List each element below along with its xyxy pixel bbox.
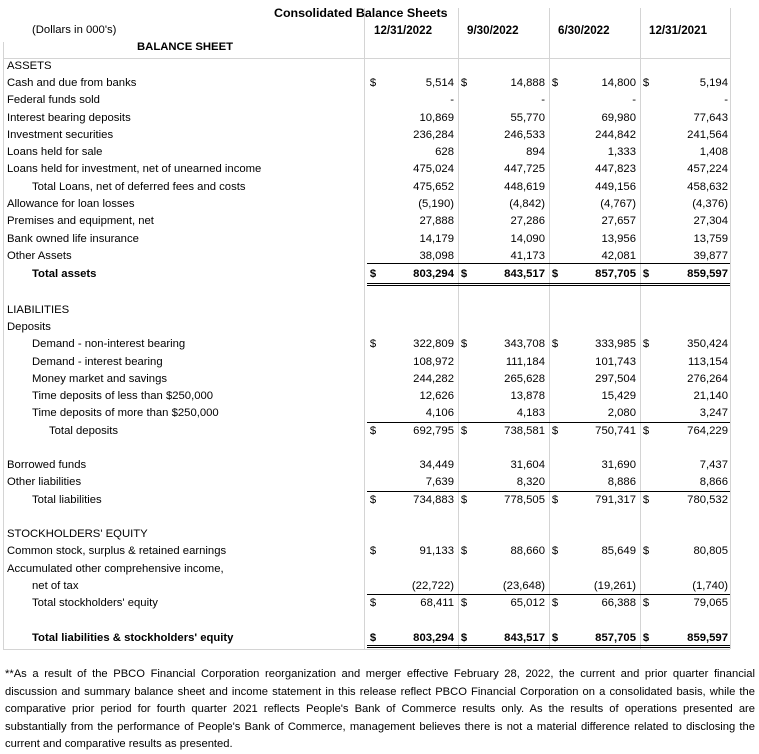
currency-symbol: $ bbox=[642, 77, 650, 89]
grid-line bbox=[3, 649, 730, 650]
currency-symbol: $ bbox=[369, 268, 377, 280]
value-cell: 1,333 bbox=[607, 146, 636, 158]
row-label: Borrowed funds bbox=[7, 459, 87, 471]
column-header: 6/30/2022 bbox=[558, 24, 610, 37]
table-row bbox=[0, 213, 759, 230]
table-row bbox=[0, 75, 759, 92]
value-cell: 42,081 bbox=[601, 250, 636, 262]
value-cell: 843,517 bbox=[504, 268, 545, 280]
value-cell: 14,888 bbox=[510, 77, 545, 89]
table-row bbox=[0, 354, 759, 371]
total-rule bbox=[367, 283, 730, 284]
row-label: Total liabilities & stockholders' equity bbox=[32, 632, 234, 644]
row-label: Premises and equipment, net bbox=[7, 215, 154, 227]
section-heading-liabilities: LIABILITIES bbox=[7, 304, 70, 316]
currency-symbol: $ bbox=[460, 545, 468, 557]
value-cell: 108,972 bbox=[413, 356, 454, 368]
currency-symbol: $ bbox=[642, 597, 650, 609]
value-cell: 113,154 bbox=[688, 356, 728, 368]
value-cell: 859,597 bbox=[687, 632, 728, 644]
currency-symbol: $ bbox=[369, 338, 377, 350]
section-heading-assets: ASSETS bbox=[7, 60, 52, 72]
table-row bbox=[0, 595, 759, 612]
value-cell: 8,866 bbox=[699, 476, 728, 488]
value-cell: 27,888 bbox=[419, 215, 454, 227]
value-cell: 8,320 bbox=[516, 476, 545, 488]
value-cell: - bbox=[450, 94, 454, 106]
value-cell: 66,388 bbox=[601, 597, 636, 609]
value-cell: 27,657 bbox=[601, 215, 636, 227]
row-label: Common stock, surplus & retained earnings bbox=[7, 545, 227, 557]
value-cell: 734,883 bbox=[413, 494, 454, 506]
value-cell: 14,179 bbox=[419, 233, 454, 245]
row-label: Money market and savings bbox=[32, 373, 167, 385]
row-label: net of tax bbox=[32, 580, 79, 592]
total-rule bbox=[367, 645, 730, 646]
currency-symbol: $ bbox=[369, 77, 377, 89]
currency-symbol: $ bbox=[642, 338, 650, 350]
currency-symbol: $ bbox=[460, 597, 468, 609]
value-cell: 628 bbox=[435, 146, 454, 158]
currency-symbol: $ bbox=[460, 494, 468, 506]
value-cell: 5,194 bbox=[699, 77, 728, 89]
currency-symbol: $ bbox=[369, 545, 377, 557]
currency-symbol: $ bbox=[551, 268, 559, 280]
value-cell: 241,564 bbox=[687, 129, 728, 141]
value-cell: 265,628 bbox=[504, 373, 545, 385]
value-cell: 475,024 bbox=[413, 163, 454, 175]
value-cell: 333,985 bbox=[595, 338, 636, 350]
value-cell: (5,190) bbox=[418, 198, 454, 210]
row-label: Total assets bbox=[32, 268, 97, 280]
value-cell: 85,649 bbox=[601, 545, 636, 557]
currency-symbol: $ bbox=[642, 268, 650, 280]
value-cell: 803,294 bbox=[413, 268, 454, 280]
value-cell: 39,877 bbox=[693, 250, 728, 262]
total-rule bbox=[367, 285, 730, 286]
value-cell: 276,264 bbox=[687, 373, 728, 385]
value-cell: 15,429 bbox=[601, 390, 636, 402]
value-cell: 4,106 bbox=[425, 407, 454, 419]
units-label: (Dollars in 000's) bbox=[32, 24, 117, 36]
value-cell: 101,743 bbox=[595, 356, 636, 368]
value-cell: - bbox=[724, 94, 728, 106]
value-cell: 13,956 bbox=[601, 233, 636, 245]
value-cell: 457,224 bbox=[687, 163, 728, 175]
value-cell: 79,065 bbox=[693, 597, 728, 609]
value-cell: 7,437 bbox=[699, 459, 728, 471]
value-cell: (4,842) bbox=[509, 198, 545, 210]
row-label: Interest bearing deposits bbox=[7, 112, 131, 124]
table-row bbox=[0, 492, 759, 509]
table-row bbox=[0, 266, 759, 283]
value-cell: 859,597 bbox=[687, 268, 728, 280]
value-cell: 447,823 bbox=[595, 163, 636, 175]
value-cell: 21,140 bbox=[693, 390, 728, 402]
currency-symbol: $ bbox=[460, 425, 468, 437]
value-cell: 780,532 bbox=[687, 494, 728, 506]
currency-symbol: $ bbox=[460, 77, 468, 89]
table-row bbox=[0, 578, 759, 595]
value-cell: 31,690 bbox=[601, 459, 636, 471]
row-label: Other liabilities bbox=[7, 476, 82, 488]
currency-symbol: $ bbox=[369, 494, 377, 506]
currency-symbol: $ bbox=[642, 632, 650, 644]
value-cell: (22,722) bbox=[411, 580, 454, 592]
currency-symbol: $ bbox=[551, 338, 559, 350]
row-label: Total stockholders' equity bbox=[32, 597, 158, 609]
page-title: Consolidated Balance Sheets bbox=[274, 6, 448, 20]
value-cell: 5,514 bbox=[425, 77, 454, 89]
total-rule bbox=[367, 647, 730, 648]
value-cell: (4,767) bbox=[600, 198, 636, 210]
row-label: Demand - non-interest bearing bbox=[32, 338, 186, 350]
value-cell: 34,449 bbox=[419, 459, 454, 471]
row-label: Total deposits bbox=[49, 425, 119, 437]
table-row bbox=[0, 388, 759, 405]
value-cell: 27,304 bbox=[693, 215, 728, 227]
currency-symbol: $ bbox=[551, 425, 559, 437]
currency-symbol: $ bbox=[551, 632, 559, 644]
value-cell: 10,869 bbox=[419, 112, 454, 124]
value-cell: 857,705 bbox=[595, 268, 636, 280]
row-label: Bank owned life insurance bbox=[7, 233, 139, 245]
subtotal-rule bbox=[367, 491, 730, 492]
row-label: Other Assets bbox=[7, 250, 72, 262]
currency-symbol: $ bbox=[642, 494, 650, 506]
value-cell: 738,581 bbox=[504, 425, 545, 437]
table-row bbox=[0, 336, 759, 353]
value-cell: 475,652 bbox=[413, 181, 454, 193]
value-cell: 894 bbox=[526, 146, 545, 158]
value-cell: - bbox=[632, 94, 636, 106]
value-cell: (19,261) bbox=[593, 580, 636, 592]
value-cell: 448,619 bbox=[504, 181, 545, 193]
row-label: Time deposits of more than $250,000 bbox=[32, 407, 219, 419]
currency-symbol: $ bbox=[460, 268, 468, 280]
table-row bbox=[0, 144, 759, 161]
currency-symbol: $ bbox=[460, 632, 468, 644]
value-cell: 14,090 bbox=[510, 233, 545, 245]
value-cell: 77,643 bbox=[693, 112, 728, 124]
value-cell: 68,411 bbox=[420, 597, 454, 609]
value-cell: 297,504 bbox=[595, 373, 636, 385]
row-label: Accumulated other comprehensive income, bbox=[7, 563, 224, 575]
row-label: Time deposits of less than $250,000 bbox=[32, 390, 214, 402]
currency-symbol: $ bbox=[642, 545, 650, 557]
value-cell: 41,173 bbox=[510, 250, 545, 262]
value-cell: 111,184 bbox=[505, 356, 545, 368]
currency-symbol: $ bbox=[551, 597, 559, 609]
row-label: Loans held for investment, net of unearned income bbox=[7, 163, 262, 175]
value-cell: 55,770 bbox=[510, 112, 545, 124]
currency-symbol: $ bbox=[460, 338, 468, 350]
currency-symbol: $ bbox=[551, 494, 559, 506]
sheet-label: BALANCE SHEET bbox=[137, 41, 234, 53]
value-cell: 7,639 bbox=[425, 476, 454, 488]
value-cell: 803,294 bbox=[413, 632, 454, 644]
value-cell: 14,800 bbox=[601, 77, 636, 89]
value-cell: 244,842 bbox=[595, 129, 636, 141]
currency-symbol: $ bbox=[369, 632, 377, 644]
value-cell: - bbox=[541, 94, 545, 106]
table-row bbox=[0, 231, 759, 248]
value-cell: 4,183 bbox=[516, 407, 545, 419]
table-row bbox=[0, 474, 759, 491]
table-row bbox=[0, 127, 759, 144]
row-label: Federal funds sold bbox=[7, 94, 100, 106]
subtotal-rule bbox=[367, 594, 730, 595]
column-header: 12/31/2021 bbox=[649, 24, 708, 37]
value-cell: (4,376) bbox=[692, 198, 728, 210]
currency-symbol: $ bbox=[551, 545, 559, 557]
row-label: Cash and due from banks bbox=[7, 77, 137, 89]
column-header: 9/30/2022 bbox=[467, 24, 519, 37]
value-cell: 750,741 bbox=[595, 425, 636, 437]
value-cell: 322,809 bbox=[413, 338, 454, 350]
currency-symbol: $ bbox=[551, 77, 559, 89]
table-row bbox=[0, 179, 759, 196]
subtotal-rule bbox=[367, 422, 730, 423]
value-cell: 65,012 bbox=[510, 597, 545, 609]
subtotal-rule bbox=[367, 263, 730, 264]
table-row bbox=[0, 161, 759, 178]
table-row bbox=[0, 457, 759, 474]
value-cell: 27,286 bbox=[510, 215, 545, 227]
value-cell: 791,317 bbox=[595, 494, 636, 506]
value-cell: 778,505 bbox=[504, 494, 545, 506]
value-cell: (23,648) bbox=[502, 580, 545, 592]
table-row bbox=[0, 371, 759, 388]
row-label: Demand - interest bearing bbox=[32, 356, 163, 368]
value-cell: 69,980 bbox=[601, 112, 636, 124]
table-row bbox=[0, 423, 759, 440]
value-cell: 38,098 bbox=[419, 250, 454, 262]
currency-symbol: $ bbox=[642, 425, 650, 437]
value-cell: 13,878 bbox=[510, 390, 545, 402]
value-cell: 3,247 bbox=[699, 407, 728, 419]
value-cell: 12,626 bbox=[419, 390, 454, 402]
value-cell: 843,517 bbox=[504, 632, 545, 644]
value-cell: 88,660 bbox=[510, 545, 545, 557]
row-label: Loans held for sale bbox=[7, 146, 103, 158]
value-cell: 692,795 bbox=[413, 425, 454, 437]
value-cell: 236,284 bbox=[413, 129, 454, 141]
table-row bbox=[0, 405, 759, 422]
section-heading-deposits: Deposits bbox=[7, 321, 51, 333]
column-header: 12/31/2022 bbox=[374, 24, 433, 37]
footnote: **As a result of the PBCO Financial Corporation reorganization and merger effective February 28, 2022, the current and prior quarter financial discussion and summary balance sheet and income statement in this release reflect PBCO Financial Corporation on a consolidated basis, while the comparative prior period for fourth quarter 2021 reflects People's Bank of Commerce results only. As the results of operations presented are substantially from the performance of People's Bank of Commerce, management believes there is not a material difference related to disclosing the current and comparative results as presented. bbox=[5, 668, 755, 750]
row-label: Total liabilities bbox=[32, 494, 102, 506]
value-cell: 449,156 bbox=[595, 181, 636, 193]
value-cell: (1,740) bbox=[692, 580, 728, 592]
value-cell: 31,604 bbox=[510, 459, 545, 471]
table-row bbox=[0, 196, 759, 213]
row-label: Allowance for loan losses bbox=[7, 198, 135, 210]
value-cell: 91,133 bbox=[419, 545, 454, 557]
row-label: Investment securities bbox=[7, 129, 114, 141]
value-cell: 350,424 bbox=[687, 338, 728, 350]
section-heading-equity: STOCKHOLDERS' EQUITY bbox=[7, 528, 148, 540]
currency-symbol: $ bbox=[369, 425, 377, 437]
value-cell: 857,705 bbox=[595, 632, 636, 644]
value-cell: 1,408 bbox=[699, 146, 728, 158]
row-label: Total Loans, net of deferred fees and costs bbox=[32, 181, 246, 193]
currency-symbol: $ bbox=[369, 597, 377, 609]
value-cell: 458,632 bbox=[687, 181, 728, 193]
value-cell: 244,282 bbox=[413, 373, 454, 385]
value-cell: 246,533 bbox=[504, 129, 545, 141]
table-row bbox=[0, 543, 759, 560]
value-cell: 2,080 bbox=[607, 407, 636, 419]
value-cell: 13,759 bbox=[693, 233, 728, 245]
table-row bbox=[0, 110, 759, 127]
value-cell: 8,886 bbox=[607, 476, 636, 488]
value-cell: 80,805 bbox=[693, 545, 728, 557]
value-cell: 764,229 bbox=[687, 425, 728, 437]
table-row bbox=[0, 92, 759, 109]
value-cell: 447,725 bbox=[504, 163, 545, 175]
value-cell: 343,708 bbox=[504, 338, 545, 350]
